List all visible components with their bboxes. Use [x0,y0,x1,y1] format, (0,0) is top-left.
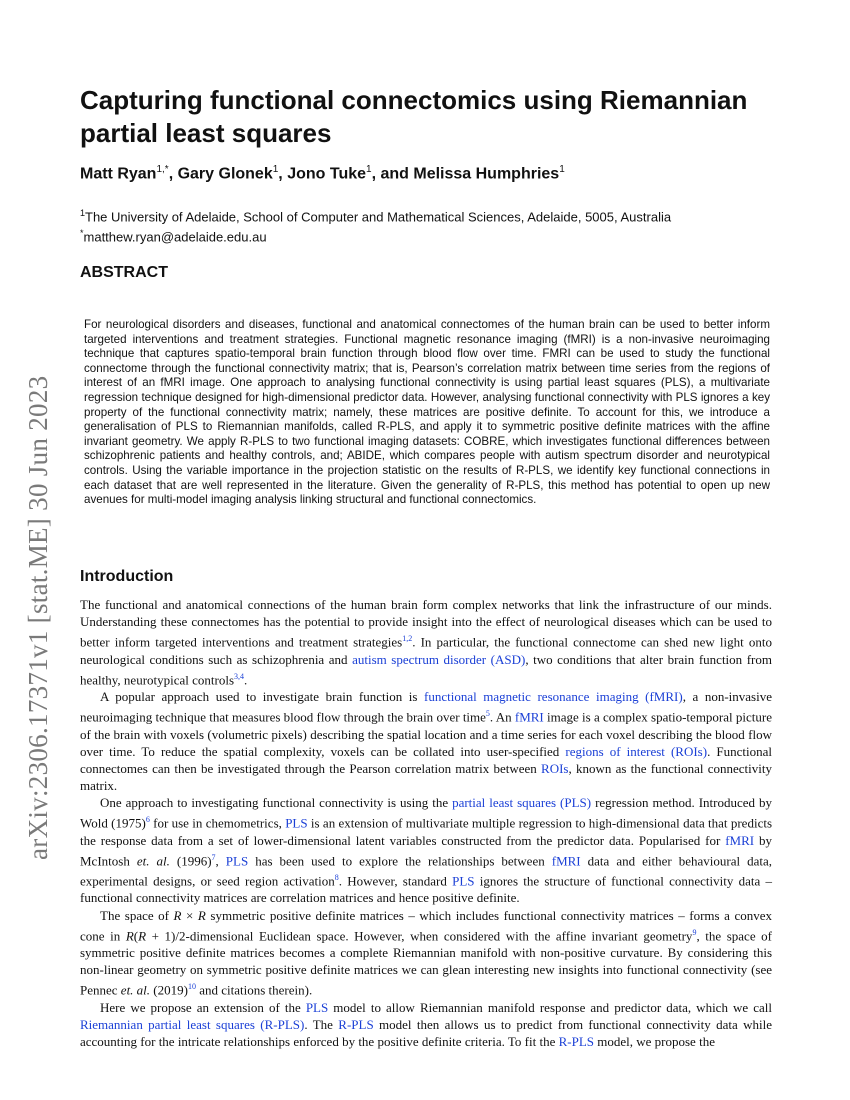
glossary-link[interactable]: PLS [285,815,308,831]
text-run: , a non-invasive neuroimaging technique that measures blood flow through the brain over time [80,689,772,725]
text-run: A popular approach used to investigate brain function is [100,689,424,705]
arxiv-identifier-stamp: arXiv:2306.17371v1 [stat.ME] 30 Jun 2023 [23,375,53,860]
text-run: symmetric positive definite matrices – which includes functional connectivity matrices – forms a convex cone in [80,907,772,943]
text-run: . An [489,709,515,725]
text-run: . [244,672,248,688]
author-affiliation-marker: 1 [559,164,565,175]
author-affiliation-marker: 1,* [156,164,169,175]
text-run: . In particular, the functional connectome can shed new light onto neurological conditions such as schizophrenia and [80,634,772,667]
author-name: Jono Tuke [287,165,367,183]
text-run: The functional and anatomical connections of the human brain form complex networks that link the infrastructure of our minds. Understanding these connectomes has the potential to provide insight into the effect of neurological diseases which can be used to better inform targeted interventions and treatment strategies [80,597,772,650]
glossary-link[interactable]: autism spectrum disorder (ASD) [352,651,526,667]
paragraph [80,907,772,999]
glossary-link[interactable]: ROIs [541,760,569,776]
paragraph [80,794,772,907]
text-run: model then allows us to predict from functional connectivity data while accounting for the intricate relationships enforced by the positive definite criteria. To fit the [80,1016,772,1049]
glossary-link[interactable]: functional magnetic resonance imaging (fMRI) [424,689,683,705]
glossary-link[interactable]: fMRI [514,709,544,725]
text-run: . Functional connectomes can then be investigated through the Pearson correlation matrix between [80,743,773,776]
affiliation-text: The University of Adelaide, School of Computer and Mathematical Sciences, Adelaide, 5005, Australia [85,209,672,225]
paragraph [80,688,772,794]
author-affiliation-marker: 1 [272,164,279,175]
glossary-link[interactable]: PLS [225,852,249,868]
text-run: by McIntosh [80,832,773,868]
text-run: is an extension of multivariate multiple regression to high-dimensional data that predicts the response data from a set of lower-dimensional latent variables constructed from the predictor data. Popularised for [80,815,773,848]
citation-link[interactable]: 1,2 [402,634,413,644]
citation-link[interactable]: 8 [334,873,339,883]
glossary-link[interactable]: R-PLS [338,1016,374,1032]
text-run: regression method. Introduced by Wold (1975) [80,795,772,831]
text-run: , two conditions that alter brain function from healthy, neurotypical controls [80,651,772,688]
paragraph [80,596,772,688]
italic-text: et. al. [136,852,170,868]
citation-link[interactable]: 7 [211,852,216,862]
introduction-body [80,596,772,1050]
affiliation-marker: 1 [80,208,86,218]
text-run: Here we propose an extension of the [100,999,306,1015]
author-separator: , [278,165,288,183]
glossary-link[interactable]: fMRI [725,832,755,848]
text-run: and citations therein). [195,982,313,998]
glossary-link[interactable]: fMRI [551,852,581,868]
author-name: Melissa Humphries [413,165,560,183]
italic-text: R [173,907,182,923]
email-line [80,225,671,245]
affiliation-line [80,205,671,225]
text-run: One approach to investigating functional connectivity is using the [100,795,453,811]
email-address[interactable]: matthew.ryan@adelaide.edu.au [83,229,267,245]
author-separator: , [168,165,178,183]
author-affiliation-marker: 1 [366,164,372,175]
citation-link[interactable]: 3,4 [234,671,245,681]
text-run: has been used to explore the relationships between [248,852,552,868]
text-run: model to allow Riemannian manifold response and predictor data, which we call [328,999,772,1015]
glossary-link[interactable]: regions of interest (ROIs) [565,743,708,759]
italic-text: R [125,927,134,943]
introduction-heading: Introduction [80,568,174,585]
email-marker: * [80,228,84,239]
text-run: image is a complex spatio-temporal picture of the brain with voxels (volumetric pixels) describing the spatial location and a time series for each voxel describing the blood flow over time. To reduce the spatial complexity, voxels can be collated into user-specified [80,709,772,759]
affiliations [80,205,671,246]
abstract-text: For neurological disorders and diseases, functional and anatomical connectomes of the human brain can be used to better inform targeted interventions and treatment strategies. Functional magnetic resonance imaging (fMRI) is a non-invasive neuroimaging technique that captures spatio-temporal brain function through blood flow over time. FMRI can be used to study the functional connectome through the functional connectivity matrix; that is, Pearson’s correlation matrix between time series from the regions of interest of an fMRI image. One approach to analysing functional connectivity is using partial least squares (PLS), a multivariate regression technique designed for high-dimensional predictor data. However, analysing functional connectivity with PLS ignores a key property of the functional connectivity matrix; namely, these matrices are positive definite. To account for this, we introduce a generalisation of PLS to Riemannian manifolds, called R-PLS, and apply it to symmetric positive definite matrices with the affine invariant geometry. We apply R-PLS to two functional imaging datasets: COBRE, which investigates functional differences between schizophrenic patients and healthy controls, and; ABIDE, which compares people with autism spectrum disorder and neurotypical controls. Using the variable importance in the projection statistic on the results of R-PLS, we identify key functional connections in each dataset that are well represented in the literature. Given the generality of R-PLS, this method has potential to open up new avenues for multi-model imaging analysis linking structural and functional connectomics. [84,318,770,507]
abstract-heading: ABSTRACT [80,264,168,281]
glossary-link[interactable]: PLS [452,873,475,889]
text-run: , the space of symmetric positive definite matrices becomes a complete Riemannian manifold with non-positive curvature. By considering this non-linear geometry on symmetric positive definite matrices we can glean interesting new insights into functional connectivity (see Pennec [80,927,772,998]
italic-text: et. al. [120,982,151,998]
glossary-link[interactable]: Riemannian partial least squares (R-PLS) [80,1016,305,1032]
glossary-link[interactable]: R-PLS [558,1033,595,1049]
text-run: for use in chemometrics, [149,815,286,831]
citation-link[interactable]: 9 [692,927,697,937]
text-run: + 1)/2-dimensional Euclidean space. However, when considered with the affine invariant geometry [146,927,693,943]
glossary-link[interactable]: PLS [305,999,329,1015]
citation-link[interactable]: 5 [485,709,490,719]
text-run: . The [304,1016,339,1032]
author-list [80,164,565,183]
text-run: (2019) [150,982,188,998]
text-run: ignores the structure of functional connectivity data – functional connectivity matrices are correlation matrices and hence positive definite. [80,873,772,906]
author-separator: , and [371,165,414,183]
text-run: model, we propose the [594,1033,715,1049]
paper-title: Capturing functional connectomics using Riemannian partial least squares [80,85,748,148]
text-run: × [181,907,198,923]
glossary-link[interactable]: partial least squares (PLS) [452,795,592,811]
citation-link[interactable]: 6 [145,815,150,825]
italic-text: R [138,927,147,943]
text-run: , known as the functional connectivity matrix. [80,760,773,793]
italic-text: R [197,907,206,923]
citation-link[interactable]: 10 [187,982,196,992]
text-run: . However, standard [338,873,453,889]
text-run: , [215,852,226,868]
text-run: data and either behavioural data, experimental designs, or seed region activation [80,852,772,889]
text-run: (1996) [169,852,212,868]
paragraph [80,999,772,1050]
text-run: The space of [100,907,174,923]
author-name: Gary Glonek [177,165,273,183]
author-name: Matt Ryan [80,165,157,183]
text-run: ( [133,927,139,943]
